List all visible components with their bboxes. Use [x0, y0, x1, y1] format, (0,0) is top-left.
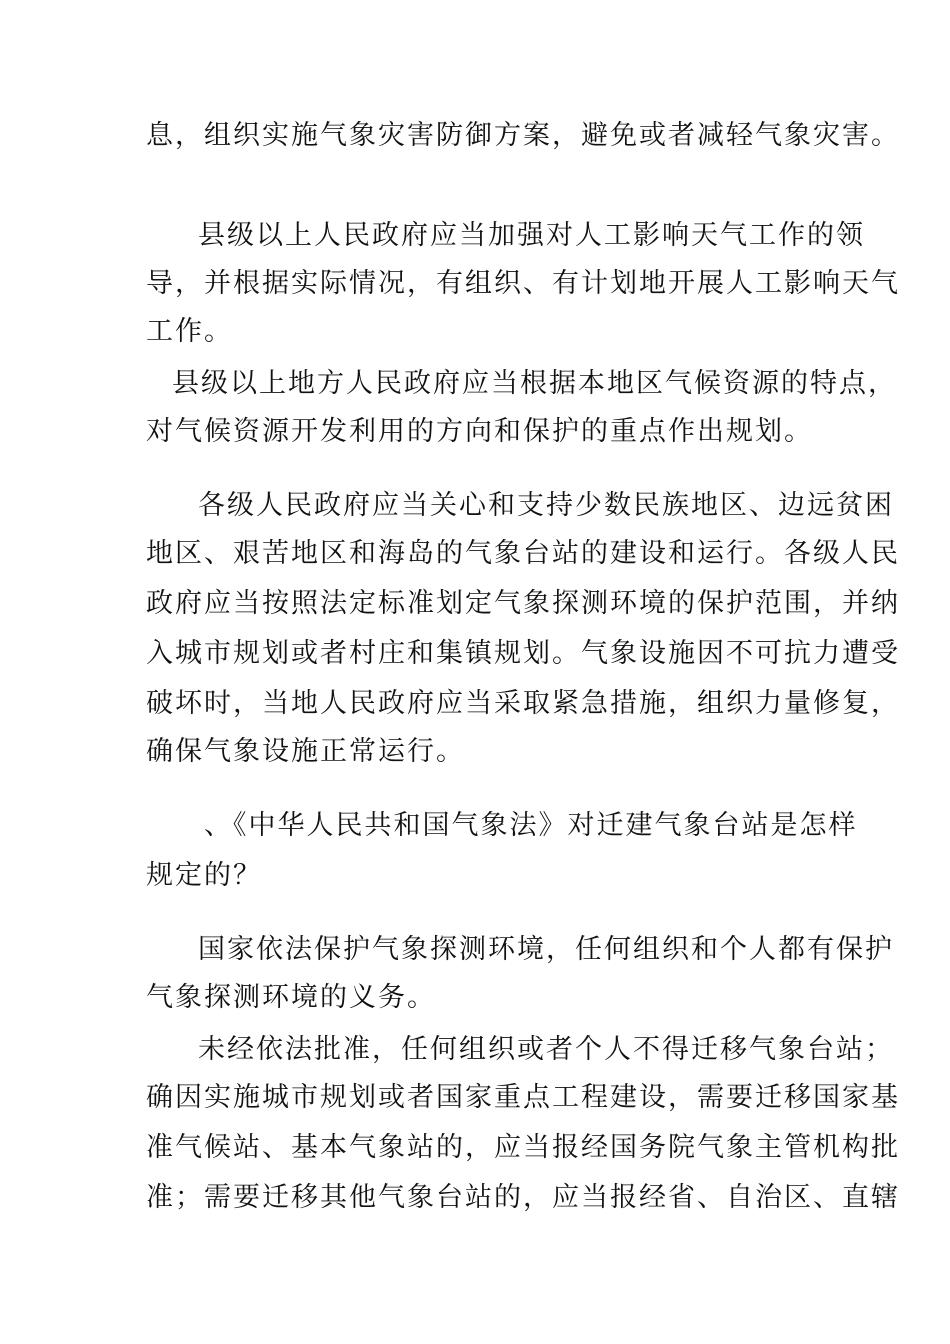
text-line: 准；需要迁移其他气象台站的，应当报经省、自治区、直辖 — [146, 1182, 900, 1213]
text-line: 破坏时，当地人民政府应当采取紧急措施，组织力量修复， — [146, 688, 900, 719]
text-line: 工作。 — [146, 316, 233, 347]
text-line: 县级以上地方人民政府应当根据本地区气候资源的特点， — [172, 368, 897, 399]
text-line: 各级人民政府应当关心和支持少数民族地区、边远贫困 — [198, 490, 894, 521]
text-line: 政府应当按照法定标准划定气象探测环境的保护范围，并纳 — [146, 588, 900, 619]
text-line: 县级以上人民政府应当加强对人工影响天气工作的领 — [198, 220, 865, 251]
text-line: 地区、艰苦地区和海岛的气象台站的建设和运行。各级人民 — [146, 538, 900, 569]
question-heading: 规定的？ — [146, 860, 262, 891]
text-line: 对气候资源开发利用的方向和保护的重点作出规划。 — [146, 416, 813, 447]
text-line: 息，组织实施气象灾害防御方案，避免或者减轻气象灾害。 — [146, 120, 900, 151]
text-line: 国家依法保护气象探测环境，任何组织和个人都有保护 — [198, 934, 894, 965]
text-line: 入城市规划或者村庄和集镇规划。气象设施因不可抗力遭受 — [146, 638, 900, 669]
text-line: 未经依法批准，任何组织或者个人不得迁移气象台站； — [198, 1034, 894, 1065]
text-line: 导，并根据实际情况，有组织、有计划地开展人工影响天气 — [146, 268, 900, 299]
text-line: 气象探测环境的义务。 — [146, 982, 436, 1013]
text-line: 确因实施城市规划或者国家重点工程建设，需要迁移国家基 — [146, 1082, 900, 1113]
text-line: 确保气象设施正常运行。 — [146, 736, 465, 767]
question-heading: 、《中华人民共和国气象法》对迁建气象台站是怎样 — [204, 810, 858, 841]
text-line: 准气候站、基本气象站的，应当报经国务院气象主管机构批 — [146, 1132, 900, 1163]
